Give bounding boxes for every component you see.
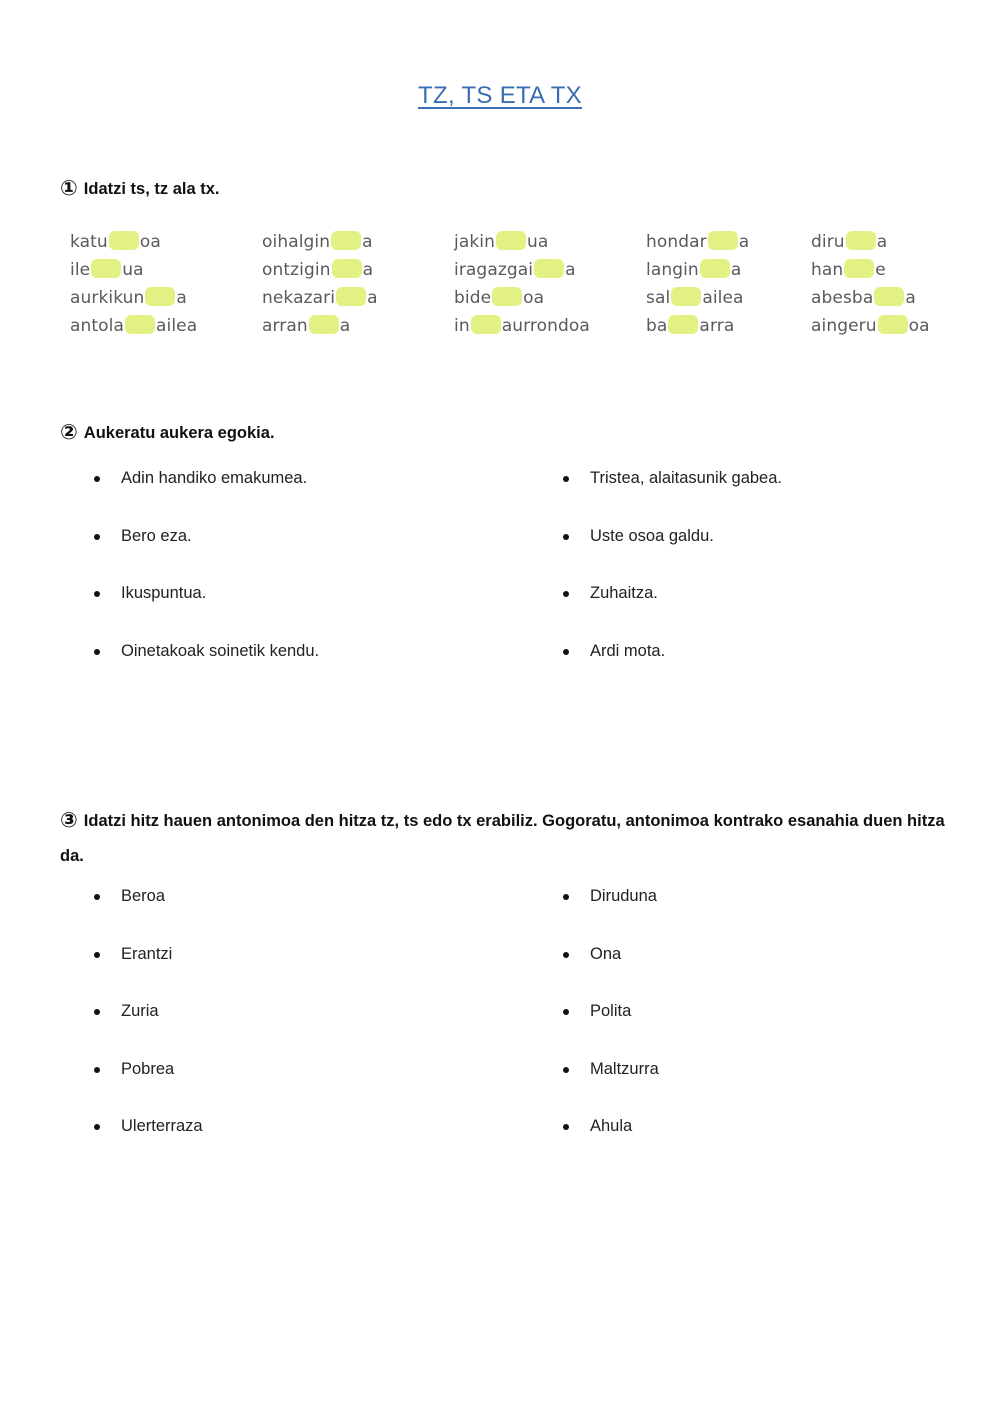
- bullet-icon: [563, 591, 569, 597]
- list-item: Erantzi: [121, 945, 203, 1003]
- fill-word: diru a: [811, 232, 888, 252]
- list-item: Adin handiko emakumea.: [121, 469, 319, 527]
- exercise-1-instruction: Idatzi ts, tz ala tx.: [83, 180, 220, 198]
- fill-word: ontzigin a: [262, 260, 374, 280]
- blank-field[interactable]: [471, 315, 501, 334]
- page-title: TZ, TS ETA TX: [418, 82, 582, 109]
- fill-word: aurkikun a: [70, 288, 187, 308]
- list-item: Ardi mota.: [590, 642, 782, 700]
- word-column-1: [70, 228, 197, 340]
- bullet-icon: [563, 1009, 569, 1015]
- exercise-3-instruction: Idatzi hitz hauen antonimoa den hitza tz, ts edo tx erabiliz. Gogoratu, antonimoa kontrako esanahia duen hitza da.: [60, 812, 945, 865]
- fill-word: oihalgin a: [262, 232, 373, 252]
- list-item: Bero eza.: [121, 527, 319, 585]
- bullet-icon: [94, 476, 100, 482]
- fill-word: ba arra: [646, 316, 735, 336]
- list-item: Polita: [590, 1002, 659, 1060]
- bullet-icon: [94, 534, 100, 540]
- fill-word: ile ua: [70, 260, 144, 280]
- bullet-icon: [563, 476, 569, 482]
- fill-word: langin a: [646, 260, 742, 280]
- fill-word: katu oa: [70, 232, 161, 252]
- list-item: Beroa: [121, 887, 203, 945]
- list-item: Pobrea: [121, 1060, 203, 1118]
- list-item: Zuhaitza.: [590, 584, 782, 642]
- list-item: Ahula: [590, 1117, 659, 1175]
- fill-word: arran a: [262, 316, 351, 336]
- blank-field[interactable]: [125, 315, 155, 334]
- list-item: Zuria: [121, 1002, 203, 1060]
- exercise-number: ②: [60, 421, 78, 444]
- bullet-icon: [94, 952, 100, 958]
- fill-word: nekazari a: [262, 288, 378, 308]
- blank-field[interactable]: [145, 287, 175, 306]
- list-item: Uste osoa galdu.: [590, 527, 782, 585]
- blank-field[interactable]: [332, 259, 362, 278]
- bullet-icon: [563, 894, 569, 900]
- definition-list-right: [590, 469, 782, 699]
- bullet-icon: [563, 649, 569, 655]
- fill-word: antola ailea: [70, 316, 198, 336]
- word-column-5: [811, 228, 930, 340]
- list-item: Ona: [590, 945, 659, 1003]
- exercise-1-heading: [60, 176, 219, 201]
- fill-word: aingeru oa: [811, 316, 930, 336]
- exercise-3-heading: [60, 803, 950, 874]
- list-item: Tristea, alaitasunik gabea.: [590, 469, 782, 527]
- blank-field[interactable]: [496, 231, 526, 250]
- blank-field[interactable]: [309, 315, 339, 334]
- bullet-icon: [563, 952, 569, 958]
- bullet-icon: [94, 894, 100, 900]
- blank-field[interactable]: [336, 287, 366, 306]
- bullet-icon: [94, 1067, 100, 1073]
- antonym-list-right: [590, 887, 659, 1175]
- blank-field[interactable]: [331, 231, 361, 250]
- bullet-icon: [563, 534, 569, 540]
- exercise-number: ③: [60, 809, 78, 832]
- bullet-icon: [563, 1124, 569, 1130]
- blank-field[interactable]: [878, 315, 908, 334]
- exercise-number: ①: [60, 177, 78, 200]
- word-column-4: [646, 228, 749, 340]
- antonym-list-left: [121, 887, 203, 1175]
- fill-word: jakin ua: [454, 232, 549, 252]
- blank-field[interactable]: [874, 287, 904, 306]
- fill-word: hondar a: [646, 232, 750, 252]
- blank-field[interactable]: [700, 259, 730, 278]
- bullet-icon: [94, 591, 100, 597]
- list-item: Ulerterraza: [121, 1117, 203, 1175]
- word-column-2: [262, 228, 378, 340]
- fill-word: sal ailea: [646, 288, 744, 308]
- fill-blank-word-grid: [0, 228, 1000, 348]
- list-item: Oinetakoak soinetik kendu.: [121, 642, 319, 700]
- exercise-2-instruction: Aukeratu aukera egokia.: [83, 424, 275, 442]
- list-item: Maltzurra: [590, 1060, 659, 1118]
- blank-field[interactable]: [91, 259, 121, 278]
- exercise-2-heading: [60, 420, 275, 445]
- fill-word: abesba a: [811, 288, 916, 308]
- blank-field[interactable]: [534, 259, 564, 278]
- definition-list-left: [121, 469, 319, 699]
- bullet-icon: [563, 1067, 569, 1073]
- list-item: Ikuspuntua.: [121, 584, 319, 642]
- blank-field[interactable]: [671, 287, 701, 306]
- blank-field[interactable]: [492, 287, 522, 306]
- list-item: Diruduna: [590, 887, 659, 945]
- blank-field[interactable]: [844, 259, 874, 278]
- fill-word: in aurrondoa: [454, 316, 590, 336]
- bullet-icon: [94, 1124, 100, 1130]
- fill-word: han e: [811, 260, 886, 280]
- bullet-icon: [94, 1009, 100, 1015]
- bullet-icon: [94, 649, 100, 655]
- blank-field[interactable]: [708, 231, 738, 250]
- fill-word: bide oa: [454, 288, 545, 308]
- blank-field[interactable]: [846, 231, 876, 250]
- word-column-3: [454, 228, 590, 340]
- blank-field[interactable]: [668, 315, 698, 334]
- blank-field[interactable]: [109, 231, 139, 250]
- fill-word: iragazgai a: [454, 260, 576, 280]
